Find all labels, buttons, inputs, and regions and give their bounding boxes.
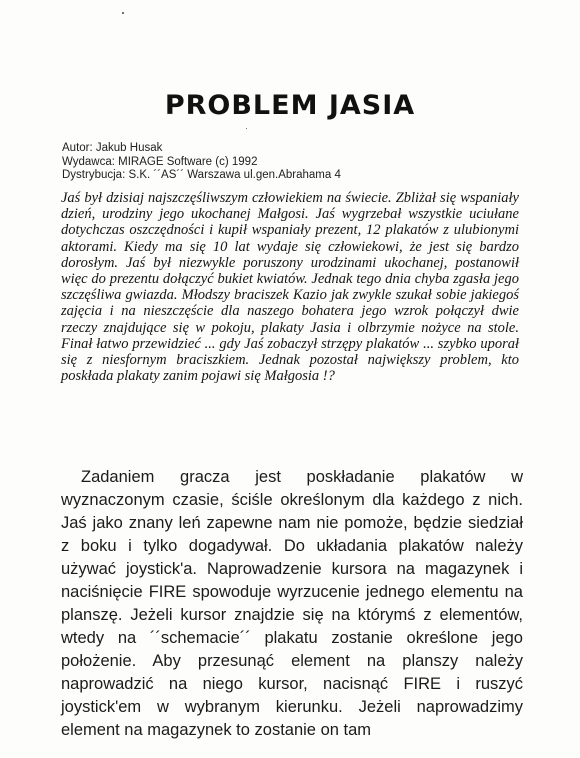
publisher-line: Wydawca: MIRAGE Software (c) 1992: [62, 155, 258, 168]
credits-block: [62, 142, 522, 183]
instructions-paragraph: Zadaniem gracza jest poskładanie plakatów w wyznaczonym czasie, ściśle określonym dla każdego z nich. Jaś jako znany leń zapewne nam nie pomoże, będzie siedział z boku i tylko dogadywał. Do układania plakatów należy używać joystick'a. Naprowadzenie kursora na magazynek i naciśnięcie FIRE spowoduje wyrzucenie jednego elementu na planszę. Jeżeli kursor znajdzie się na którymś z elementów, wtedy na ´´schemacie´´ plakatu zostanie określone jego położenie. Aby przesunąć element na planszy należy naprowadzić na niego kursor, nacisnąć FIRE i ruszyć joystick'em w wybranym kierunku. Jeżeli naprowadzimy element na magazynek to zostanie on tam: [61, 468, 523, 739]
story-intro-paragraph: Jaś był dzisiaj najszczęśliwszym człowiekiem na świecie. Zbliżał się wspaniały dzień, urodziny jego ukochanej Małgosi. Jaś wygrzebał wszystkie uciułane dotychczas oszczędności i kupił wspaniały prezent, 12 plakatów z ulubionymi aktorami. Kiedy ma się 10 lat wydaje się człowiekowi, że jest się bardzo dorosłym. Jaś był niezwykle poruszony urodzinami ukochanej, postanowił więc do prezentu dołączyć bukiet kwiatów. Jednak tego dnia chyba zgasła jego szczęśliwa gwiazda. Młodszy braciszek Kazio jak zwykle szukał sobie jakiegoś zajęcia i na nieszczęście dla naszego bohatera jego wzrok połączył dwie rzeczy znajdujące się w pokoju, plakaty Jasia i olbrzymie nożyce na stole. Finał łatwo przewidzieć ... gdy Jaś zobaczył strzępy plakatów ... szybko uporał się z niesfornym braciszkiem. Jednak pozostał największy problem, kto poskłada plakaty zanim pojawi się Małgosia !?: [61, 190, 519, 385]
page-title: PROBLEM JASIA: [164, 90, 416, 121]
scan-speck: [246, 128, 247, 129]
author-line: Autor: Jakub Husak: [62, 142, 163, 154]
scan-speck: [122, 12, 124, 14]
distribution-line: Dystrybucja: S.K. ´´AS´´ Warszawa ul.gen.Abrahama 4: [62, 169, 341, 181]
